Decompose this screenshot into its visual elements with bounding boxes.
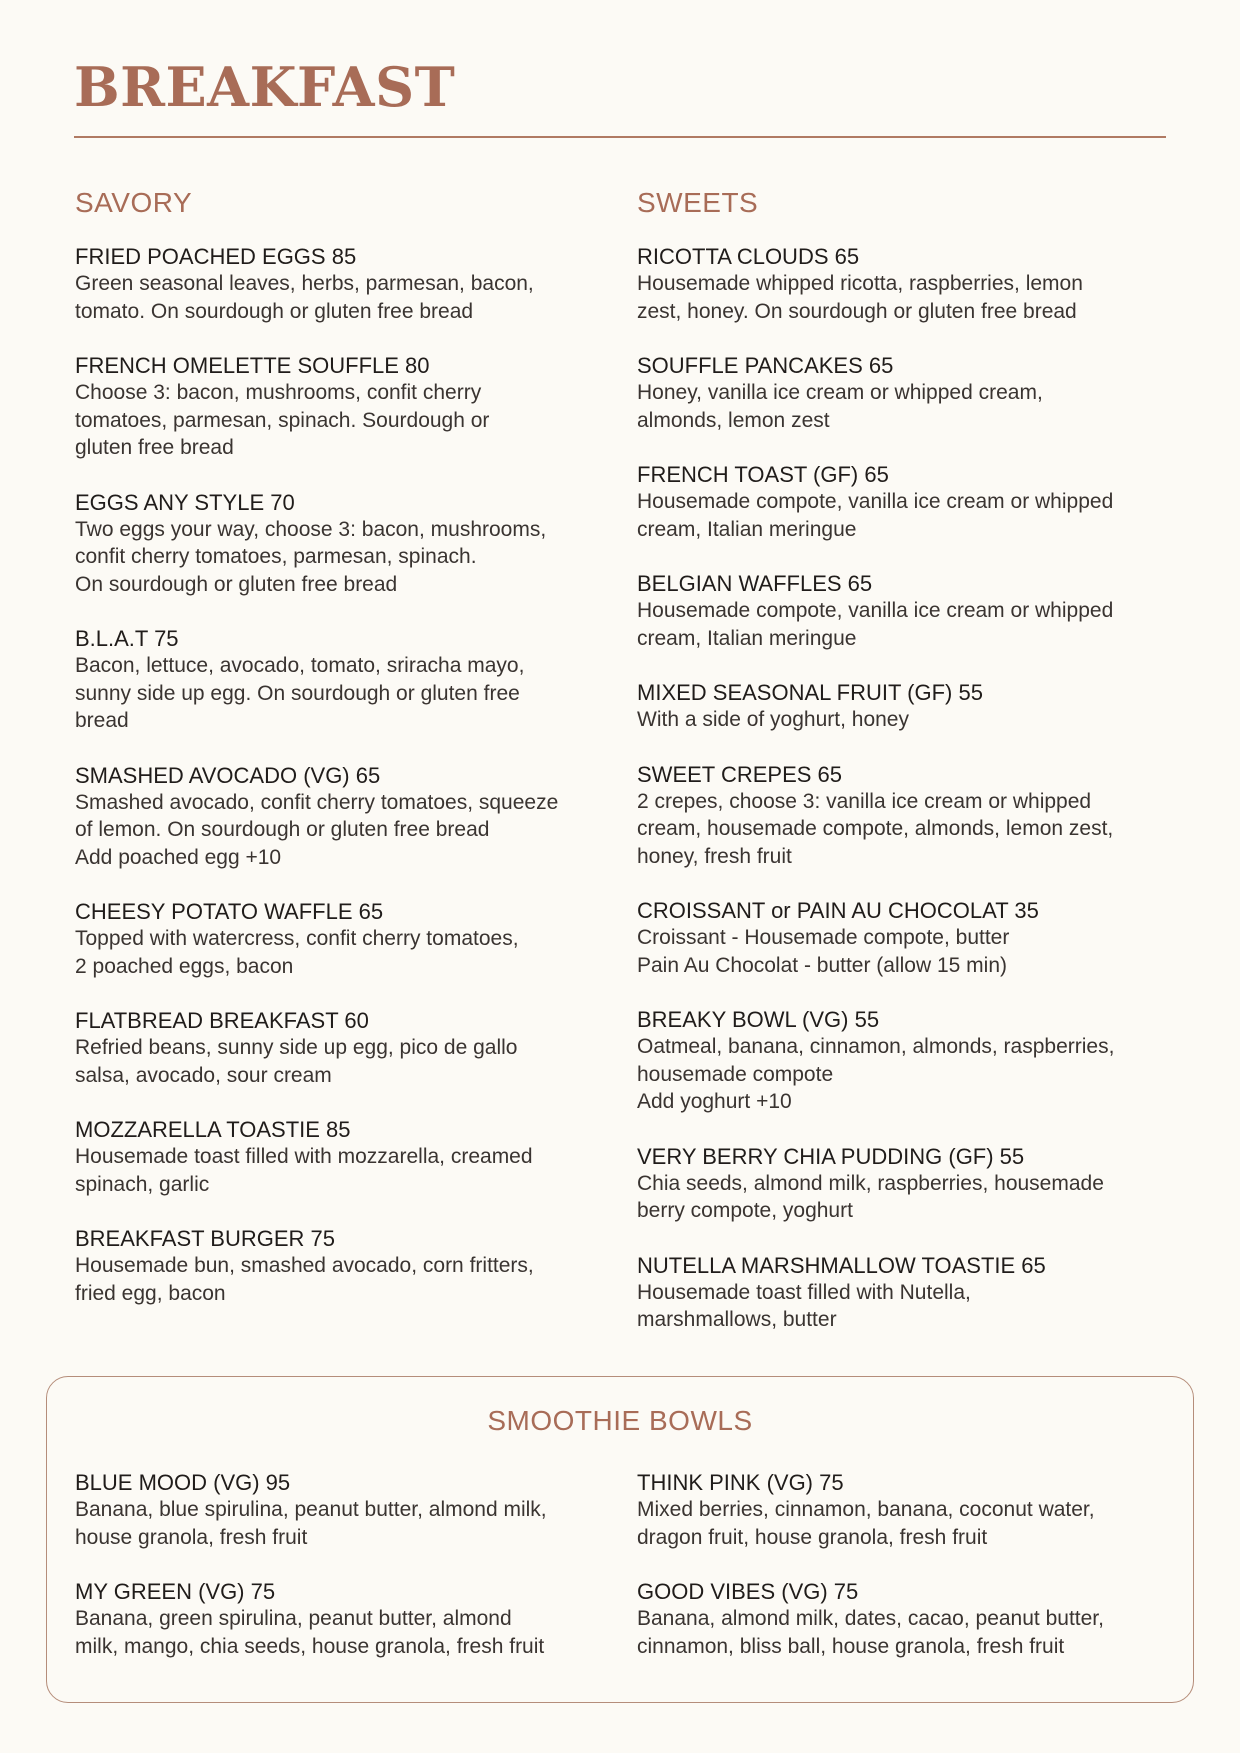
description-line: marshmallows, butter <box>637 1308 837 1331</box>
menu-item-name: FRIED POACHED EGGS 85 <box>75 244 357 269</box>
description-line: tomatoes, parmesan, spinach. Sourdough or <box>75 408 490 432</box>
savory-list <box>75 243 615 1307</box>
menu-item-name: BELGIAN WAFFLES 65 <box>637 571 873 596</box>
description-line: honey, fresh fruit <box>637 844 792 868</box>
menu-item <box>75 898 615 980</box>
description-line: cinnamon, bliss ball, house granola, fresh fruit <box>637 1634 1065 1658</box>
menu-item <box>75 1469 615 1551</box>
menu-item-description <box>637 1033 1177 1116</box>
menu-item-name: THINK PINK (VG) 75 <box>637 1470 844 1495</box>
description-line: Topped with watercress, confit cherry tomatoes, <box>75 927 519 950</box>
menu-item-description <box>75 379 615 462</box>
menu-item-description <box>637 270 1177 325</box>
menu-item <box>637 1469 1177 1551</box>
description-line: Mixed berries, cinnamon, banana, coconut water, <box>637 1498 1095 1521</box>
savory-heading: SAVORY <box>75 187 193 218</box>
description-line: confit cherry tomatoes, parmesan, spinach. <box>75 545 477 568</box>
menu-item-description <box>75 1496 615 1551</box>
menu-item-name: EGGS ANY STYLE 70 <box>75 489 295 515</box>
description-line: zest, honey. On sourdough or gluten free bread <box>637 299 1077 323</box>
menu-item <box>75 1116 615 1198</box>
description-line: On sourdough or gluten free bread <box>75 572 398 596</box>
menu-item-description <box>637 924 1177 979</box>
description-line: salsa, avocado, sour cream <box>75 1063 332 1087</box>
description-line: Honey, vanilla ice cream or whipped cream, <box>637 381 1043 404</box>
description-line: Add yoghurt +10 <box>637 1090 792 1113</box>
menu-item-name: SMASHED AVOCADO (VG) 65 <box>75 762 381 788</box>
menu-item <box>637 570 1177 652</box>
menu-item <box>75 1225 615 1307</box>
menu-item-description <box>75 270 615 325</box>
menu-item-name: MIXED SEASONAL FRUIT (GF) 55 <box>637 680 983 705</box>
menu-item <box>637 897 1177 979</box>
description-line: Pain Au Chocolat - butter (allow 15 min) <box>637 953 1008 977</box>
menu-item-description <box>75 789 615 872</box>
menu-item-name: RICOTTA CLOUDS 65 <box>637 244 860 269</box>
description-line: berry compote, yoghurt <box>637 1199 853 1222</box>
description-line: Chia seeds, almond milk, raspberries, housemade <box>637 1171 1104 1195</box>
description-line: cream, Italian meringue <box>637 517 857 541</box>
menu-item <box>637 352 1177 434</box>
menu-item-name: MOZZARELLA TOASTIE 85 <box>75 1117 351 1142</box>
description-line: Oatmeal, banana, cinnamon, almonds, raspberries, <box>637 1035 1115 1058</box>
menu-item-description <box>75 1143 615 1198</box>
description-line: sunny side up egg. On sourdough or gluten free <box>75 681 520 705</box>
menu-item-description <box>75 1605 615 1660</box>
menu-item-name: FRENCH TOAST (GF) 65 <box>637 462 889 487</box>
menu-item <box>637 679 1177 734</box>
description-line: house granola, fresh fruit <box>75 1525 308 1549</box>
description-line: of lemon. On sourdough or gluten free bread <box>75 818 490 841</box>
menu-item <box>75 762 615 872</box>
menu-item <box>637 1006 1177 1116</box>
menu-item-name: CROISSANT or PAIN AU CHOCOLAT 35 <box>637 898 1039 923</box>
menu-item-description <box>637 1496 1177 1551</box>
menu-item <box>637 1143 1177 1225</box>
menu-item-name: VERY BERRY CHIA PUDDING (GF) 55 <box>637 1143 1025 1169</box>
menu-item-description <box>637 706 1177 734</box>
menu-item-description <box>637 1279 1177 1334</box>
savory-column <box>75 185 615 1334</box>
page-title: BREAKFAST <box>74 55 456 119</box>
description-line: housemade compote <box>637 1062 834 1086</box>
description-line: Housemade bun, smashed avocado, corn fritters, <box>75 1254 534 1277</box>
sweets-heading: SWEETS <box>637 187 759 218</box>
menu-item-name: BREAKY BOWL (VG) 55 <box>637 1007 880 1032</box>
description-line: Housemade compote, vanilla ice cream or whipped <box>637 490 1114 513</box>
description-line: almonds, lemon zest <box>637 408 830 432</box>
description-line: Housemade compote, vanilla ice cream or whipped <box>637 599 1114 622</box>
smoothie-left-column <box>75 1469 615 1687</box>
description-line: bread <box>75 709 129 732</box>
description-line: gluten free bread <box>75 436 234 459</box>
description-line: cream, housemade compote, almonds, lemon zest, <box>637 817 1114 840</box>
menu-item <box>75 1578 615 1660</box>
menu-item <box>75 352 615 462</box>
description-line: Two eggs your way, choose 3: bacon, mushrooms, <box>75 517 547 541</box>
menu-item <box>637 761 1177 871</box>
menu-item-description <box>637 1605 1177 1660</box>
menu-item <box>637 1252 1177 1334</box>
menu-item-name: SOUFFLE PANCAKES 65 <box>637 353 894 378</box>
menu-item-name: BLUE MOOD (VG) 95 <box>75 1470 291 1495</box>
title-divider <box>74 136 1166 138</box>
menu-item-description <box>637 1170 1177 1225</box>
description-line: With a side of yoghurt, honey <box>637 708 909 731</box>
menu-item-name: CHEESY POTATO WAFFLE 65 <box>75 899 384 924</box>
description-line: Smashed avocado, confit cherry tomatoes, squeeze <box>75 790 559 814</box>
menu-item-description <box>637 597 1177 652</box>
description-line: Green seasonal leaves, herbs, parmesan, bacon, <box>75 272 534 295</box>
description-line: Housemade toast filled with Nutella, <box>637 1280 971 1304</box>
menu-item <box>637 461 1177 543</box>
description-line: Banana, blue spirulina, peanut butter, almond milk, <box>75 1498 547 1521</box>
description-line: Bacon, lettuce, avocado, tomato, sriracha mayo, <box>75 654 525 677</box>
description-line: Add poached egg +10 <box>75 845 282 869</box>
menu-item <box>75 243 615 325</box>
description-line: Choose 3: bacon, mushrooms, confit cherry <box>75 381 482 404</box>
menu-item-description <box>75 1034 615 1089</box>
menu-item-description <box>75 925 615 980</box>
menu-item-name: NUTELLA MARSHMALLOW TOASTIE 65 <box>637 1252 1046 1278</box>
description-line: Banana, almond milk, dates, cacao, peanut butter, <box>637 1607 1104 1630</box>
description-line: tomato. On sourdough or gluten free bread <box>75 299 474 323</box>
menu-item-name: GOOD VIBES (VG) 75 <box>637 1579 859 1604</box>
description-line: Housemade toast filled with mozzarella, creamed <box>75 1145 533 1168</box>
menu-item-description <box>637 488 1177 543</box>
sweets-list <box>637 243 1177 1334</box>
menu-item <box>75 625 615 735</box>
menu-item-name: FLATBREAD BREAKFAST 60 <box>75 1008 369 1033</box>
description-line: dragon fruit, house granola, fresh fruit <box>637 1525 988 1549</box>
menu-item-description <box>75 516 615 599</box>
description-line: Housemade whipped ricotta, raspberries, lemon <box>637 272 1083 295</box>
menu-item-name: B.L.A.T 75 <box>75 626 179 651</box>
description-line: Banana, green spirulina, peanut butter, almond <box>75 1607 512 1630</box>
menu-item <box>75 489 615 599</box>
smoothie-bowls-heading: SMOOTHIE BOWLS <box>487 1405 753 1436</box>
menu-item-description <box>637 379 1177 434</box>
menu-item-description <box>637 788 1177 871</box>
menu-item-name: BREAKFAST BURGER 75 <box>75 1226 336 1251</box>
description-line: Refried beans, sunny side up egg, pico de gallo <box>75 1036 518 1059</box>
menu-item <box>637 1578 1177 1660</box>
menu-item-name: MY GREEN (VG) 75 <box>75 1579 276 1604</box>
menu-item <box>637 243 1177 325</box>
menu-item-description <box>75 1252 615 1307</box>
menu-item <box>75 1007 615 1089</box>
menu-item-description <box>75 652 615 735</box>
description-line: fried egg, bacon <box>75 1281 226 1305</box>
menu-item-name: FRENCH OMELETTE SOUFFLE 80 <box>75 353 430 378</box>
description-line: 2 crepes, choose 3: vanilla ice cream or whipped <box>637 789 1092 813</box>
smoothie-right-column <box>637 1469 1177 1687</box>
sweets-column <box>637 185 1177 1361</box>
menu-item-name: SWEET CREPES 65 <box>637 761 842 787</box>
description-line: 2 poached eggs, bacon <box>75 954 294 978</box>
description-line: Croissant - Housemade compote, butter <box>637 926 1010 949</box>
description-line: spinach, garlic <box>75 1172 210 1196</box>
description-line: milk, mango, chia seeds, house granola, fresh fruit <box>75 1634 545 1658</box>
description-line: cream, Italian meringue <box>637 626 857 650</box>
